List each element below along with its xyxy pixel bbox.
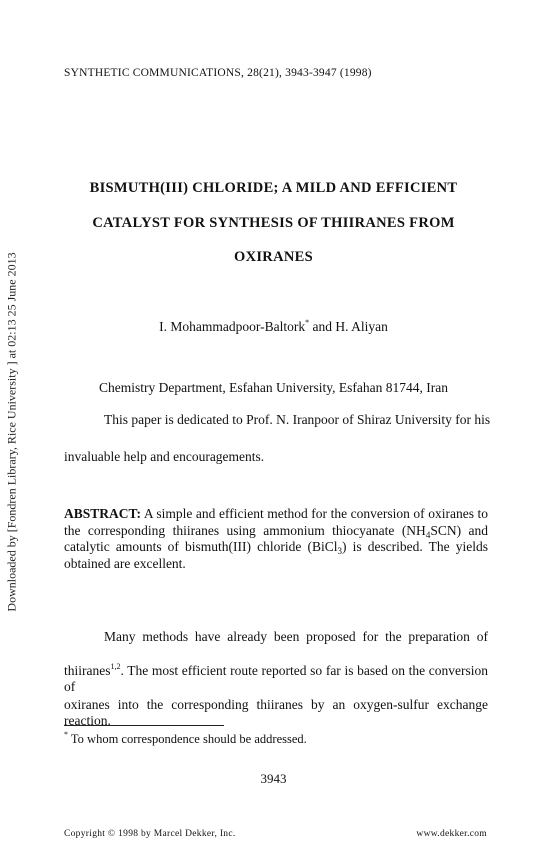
affiliation: Chemistry Department, Esfahan University, Esfahan 81744, Iran (99, 380, 448, 395)
footnote-rule (64, 725, 224, 726)
page-number: 3943 (260, 771, 287, 786)
corresponding-mark: * (305, 318, 310, 327)
copyright-notice: Copyright © 1998 by Marcel Dekker, Inc. (64, 829, 236, 839)
footnote-text: To whom correspondence should be addressed. (68, 732, 307, 746)
dedication-line-2: invaluable help and encouragements. (64, 449, 265, 464)
title-line-1: BISMUTH(III) CHLORIDE; A MILD AND EFFICIENT (89, 180, 458, 196)
abstract-subscript-1: 4 (425, 529, 431, 540)
abstract-subscript-2: 3 (337, 546, 342, 556)
publisher-website: www.dekker.com (416, 829, 487, 839)
dedication-line-1: This paper is dedicated to Prof. N. Iranpoor of Shiraz University for his (104, 412, 491, 427)
body-line-2 (64, 663, 488, 695)
abstract-text-c: ) is described. The yields obtained are excellent. (64, 539, 489, 571)
title-line-3: OXIRANES (234, 249, 313, 265)
authors (0, 319, 547, 335)
reference-superscript: 1,2 (110, 662, 121, 671)
author-1: I. Mohammadpoor-Baltork (159, 319, 306, 334)
body-line-2-b: . The most efficient route reported so far is based on the conversion of (64, 663, 488, 694)
author-connector: and (309, 319, 336, 334)
body-line-1: Many methods have already been proposed for the preparation of (104, 629, 488, 644)
footnote (64, 732, 307, 747)
title-line-2: CATALYST FOR SYNTHESIS OF THIIRANES FROM (92, 215, 455, 231)
body-line-2-a: thiiranes (64, 663, 111, 678)
abstract (64, 506, 488, 572)
abstract-text-b: SCN) and catalytic amounts of bismuth(III) chloride (BiCl (64, 522, 489, 554)
journal-header: SYNTHETIC COMMUNICATIONS, 28(21), 3943-3947 (1998) (64, 67, 372, 79)
footnote-mark: * (64, 730, 68, 739)
body-line-3: oxiranes into the corresponding thiiranes by an oxygen-sulfur exchange reaction. (64, 697, 488, 728)
abstract-text-a: A simple and efficient method for the conversion of oxiranes to the corresponding thiiranes using ammonium thiocyanate (NH (64, 506, 488, 538)
download-watermark: Downloaded by [Fondren Library, Rice University ] at 02:13 25 June 2013 (4, 252, 19, 612)
abstract-label: ABSTRACT: (64, 506, 142, 521)
author-2: H. Aliyan (335, 319, 388, 334)
